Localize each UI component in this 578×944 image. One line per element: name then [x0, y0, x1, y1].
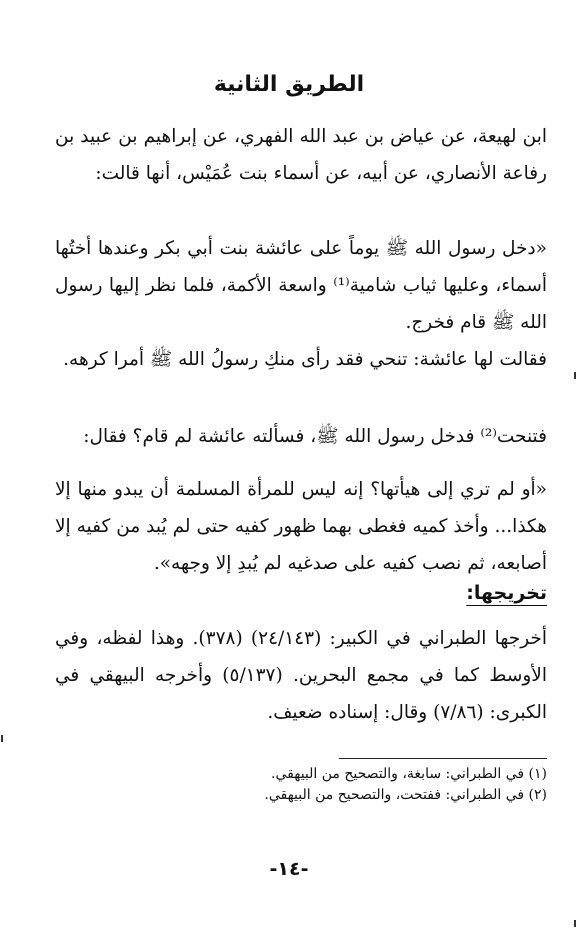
paragraph-narration: «دخل رسول الله ﷺ يوماً على عائشة بنت أبي بكر وعندها أختُها أسماء، وعليها ثياب شامية⁽¹⁾ واسعة الأكمة، فلما نظر إليها رسول الله ﷺ قام فخرج.: [55, 238, 547, 333]
paragraph-aisha-says: فقالت لها عائشة: تنحي فقد رأى منكِ رسولُ الله ﷺ أمرا كرهه.: [63, 349, 547, 370]
section-title: الطريق الثانية: [213, 72, 365, 97]
paragraph-prophet-answer: «أو لم تري إلى هيأتها؟ إنه ليس للمرأة المسلمة أن يبدو منها إلا هكذا... وأخذ كميه فغطى بهما ظهور كفيه حتى لم يُبد من كفيه إلا أصابعه، ثم نصب كفيه على صدغيه لم يُبدِ إلا وجهه».: [55, 479, 547, 574]
paragraph-chain: ابن لهيعة، عن عياض بن عبد الله الفهري، عن إبراهيم بن عبيد بن رفاعة الأنصاري، عن أبيه، عن أسماء بنت عُمَيْس، أنها قالت:: [55, 126, 547, 184]
scan-edge-mark: [574, 920, 576, 927]
takhrij-heading: تخريجها:: [466, 582, 547, 604]
footnotes: [67, 764, 547, 806]
scan-edge-mark: [1, 735, 3, 742]
paragraph-takhrij: أخرجها الطبراني في الكبير: (٢٤/١٤٣) (٣٧٨). وهذا لفظه، وفي الأوسط كما في مجمع البحرين. (٥/١٣٧) وأخرجه البيهقي في الكبرى: (٧/٨٦) وقال: إسناده ضعيف.: [55, 628, 547, 723]
footnote-1: (١) في الطبراني: سابغة، والتصحيح من البيهقي.: [271, 766, 547, 782]
scan-edge-mark: [574, 372, 576, 379]
page-number: -١٤-: [269, 858, 309, 880]
footnote-separator: [339, 758, 547, 759]
paragraph-asma-moves: فتنحت⁽²⁾ فدخل رسول الله ﷺ، فسألته عائشة لم قام؟ فقال:: [83, 426, 547, 447]
footnote-2: (٢) في الطبراني: ففتحت، والتصحيح من البيهقي.: [264, 787, 547, 803]
